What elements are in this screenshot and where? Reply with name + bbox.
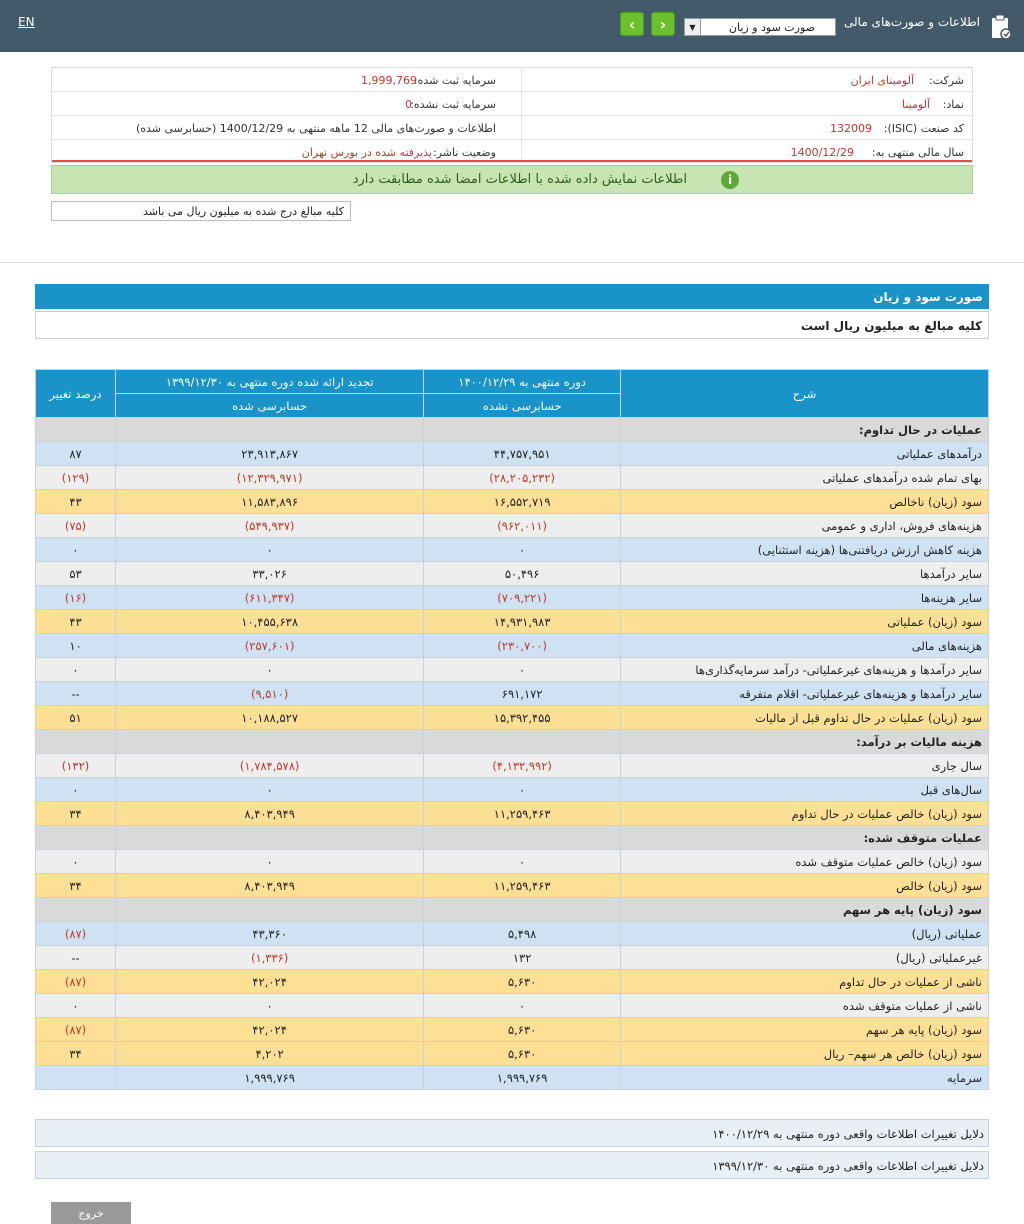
description-cell: سایر هزینه‌ها	[621, 586, 989, 610]
reason-row-previous	[35, 1151, 989, 1179]
col-current-header: دوره منتهی به ۱۴۰۰/۱۲/۲۹	[424, 370, 621, 394]
table-row	[36, 442, 989, 466]
pct-cell: ۳۴	[36, 1042, 116, 1066]
table-body	[36, 418, 989, 1090]
previous-value-cell: ۱,۹۹۹,۷۶۹	[116, 1066, 424, 1090]
info-red-line	[52, 160, 972, 162]
current-value-cell: (۲۳۰,۷۰۰)	[424, 634, 621, 658]
fiscal-label: سال مالی منتهی به:	[871, 146, 964, 159]
current-value-cell: ۱۱,۲۵۹,۴۶۳	[424, 802, 621, 826]
current-value-cell: (۴,۱۳۲,۹۹۲)	[424, 754, 621, 778]
table-row	[36, 1018, 989, 1042]
pct-cell: ۵۱	[36, 706, 116, 730]
pct-cell: (۸۷)	[36, 970, 116, 994]
table-row	[36, 706, 989, 730]
description-cell: غیرعملیاتی (ریال)	[621, 946, 989, 970]
description-cell: سود (زیان) پایه هر سهم	[621, 1018, 989, 1042]
description-cell: سود (زیان) ناخالص	[621, 490, 989, 514]
pct-cell: (۷۵)	[36, 514, 116, 538]
description-cell: سود (زیان) عملیاتی	[621, 610, 989, 634]
section-cur-cell	[424, 730, 621, 754]
section-label: سود (زیان) پایه هر سهم	[621, 898, 989, 922]
table-row	[36, 994, 989, 1018]
previous-value-cell: ۸,۴۰۳,۹۴۹	[116, 874, 424, 898]
next-report-button[interactable]	[651, 12, 675, 36]
description-cell: سایر درآمدها و هزینه‌های غیرعملیاتی- درآمد سرمایه‌گذاری‌ها	[621, 658, 989, 682]
description-cell: سود (زیان) خالص عملیات متوقف شده	[621, 850, 989, 874]
section-title: صورت سود و زیان	[873, 290, 983, 304]
info-row-3	[52, 116, 972, 140]
table-section-row	[36, 898, 989, 922]
current-value-cell: ۵,۴۹۸	[424, 922, 621, 946]
previous-value-cell: ۰	[116, 994, 424, 1018]
current-value-cell: ۰	[424, 994, 621, 1018]
current-value-cell: ۱۳۲	[424, 946, 621, 970]
company-info-box	[51, 67, 973, 163]
previous-value-cell: ۸,۴۰۳,۹۴۹	[116, 802, 424, 826]
section-prev-cell	[116, 418, 424, 442]
info-icon: i	[721, 171, 739, 189]
description-cell: ناشی از عملیات در حال تداوم	[621, 970, 989, 994]
description-cell: عملیاتی (ریال)	[621, 922, 989, 946]
table-row	[36, 1066, 989, 1090]
income-statement-table	[35, 369, 989, 1090]
previous-value-cell: (۹,۵۱۰)	[116, 682, 424, 706]
previous-value-cell: (۱,۳۳۶)	[116, 946, 424, 970]
previous-value-cell: ۲۳,۹۱۳,۸۶۷	[116, 442, 424, 466]
section-header	[35, 284, 989, 309]
section-label: هزینه مالیات بر درآمد:	[621, 730, 989, 754]
previous-value-cell: ۱۰,۱۸۸,۵۲۷	[116, 706, 424, 730]
current-value-cell: ۰	[424, 850, 621, 874]
pct-cell: (۱۳۲)	[36, 754, 116, 778]
description-cell: سرمایه	[621, 1066, 989, 1090]
description-cell: سایر درآمدها	[621, 562, 989, 586]
previous-value-cell: (۱۲,۳۲۹,۹۷۱)	[116, 466, 424, 490]
pct-cell: ۳۴	[36, 874, 116, 898]
previous-value-cell: ۰	[116, 778, 424, 802]
previous-value-cell: (۶۱۱,۳۴۷)	[116, 586, 424, 610]
table-row	[36, 490, 989, 514]
verification-alert	[51, 165, 973, 194]
section-label: عملیات متوقف شده:	[621, 826, 989, 850]
section-prev-cell	[116, 898, 424, 922]
current-value-cell: ۰	[424, 658, 621, 682]
reason-current-text: دلایل تغییرات اطلاعات واقعی دوره منتهی به ۱۴۰۰/۱۲/۲۹	[712, 1127, 984, 1141]
unit-note-box	[51, 201, 351, 221]
dropdown-arrow-icon[interactable]: ▼	[685, 19, 701, 35]
previous-value-cell: (۲۵۷,۶۰۱)	[116, 634, 424, 658]
clipboard-icon	[990, 14, 1012, 40]
section-pct-cell	[36, 898, 116, 922]
table-row	[36, 850, 989, 874]
pct-cell: --	[36, 946, 116, 970]
pct-cell	[36, 1066, 116, 1090]
current-value-cell: ۶۹۱,۱۷۲	[424, 682, 621, 706]
previous-value-cell: ۳۳,۰۲۶	[116, 562, 424, 586]
col-previous-header: تجدید ارائه شده دوره منتهی به ۱۳۹۹/۱۲/۳۰	[116, 370, 424, 394]
description-cell: درآمدهای عملیاتی	[621, 442, 989, 466]
current-value-cell: ۵,۶۳۰	[424, 1042, 621, 1066]
previous-value-cell: ۴,۲۰۲	[116, 1042, 424, 1066]
table-row	[36, 466, 989, 490]
info-row-1	[52, 68, 972, 92]
chevron-right-icon: ›	[659, 14, 667, 34]
pct-cell: ۰	[36, 658, 116, 682]
description-cell: سود (زیان) عملیات در حال تداوم قبل از مالیات	[621, 706, 989, 730]
table-section-row	[36, 826, 989, 850]
current-value-cell: ۵,۶۳۰	[424, 970, 621, 994]
current-value-cell: ۱۵,۳۹۲,۴۵۵	[424, 706, 621, 730]
table-row	[36, 682, 989, 706]
current-value-cell: ۵۰,۴۹۶	[424, 562, 621, 586]
current-value-cell: ۴۴,۷۵۷,۹۵۱	[424, 442, 621, 466]
pct-cell: ۴۳	[36, 490, 116, 514]
current-value-cell: ۱۱,۲۵۹,۴۶۳	[424, 874, 621, 898]
alert-text: اطلاعات نمایش داده شده با اطلاعات امضا شده مطابقت دارد	[352, 172, 687, 187]
pct-cell: (۸۷)	[36, 1018, 116, 1042]
description-cell: سود (زیان) خالص عملیات در حال تداوم	[621, 802, 989, 826]
reg-capital-label: سرمایه ثبت شده:	[413, 74, 496, 87]
description-cell: سود (زیان) خالص هر سهم– ریال	[621, 1042, 989, 1066]
previous-value-cell: ۱۰,۴۵۵,۶۳۸	[116, 610, 424, 634]
description-cell: سایر درآمدها و هزینه‌های غیرعملیاتی- اقلام متفرقه	[621, 682, 989, 706]
previous-value-cell: ۰	[116, 850, 424, 874]
description-cell: هزینه‌های مالی	[621, 634, 989, 658]
table-row	[36, 610, 989, 634]
pct-cell: ۴۳	[36, 610, 116, 634]
section-cur-cell	[424, 418, 621, 442]
pct-cell: ۱۰	[36, 634, 116, 658]
current-value-cell: (۲۸,۲۰۵,۲۳۲)	[424, 466, 621, 490]
publisher-label: وضعیت ناشر:	[433, 146, 496, 159]
table-row	[36, 922, 989, 946]
symbol-label: نماد:	[942, 98, 964, 111]
current-value-cell: ۱۴,۹۳۱,۹۸۳	[424, 610, 621, 634]
table-row	[36, 946, 989, 970]
description-cell: سال‌های قبل	[621, 778, 989, 802]
chevron-left-icon: ‹	[628, 14, 636, 34]
table-row	[36, 562, 989, 586]
section-subtitle: کلیه مبالغ به میلیون ریال است	[800, 319, 982, 333]
section-pct-cell	[36, 826, 116, 850]
section-prev-cell	[116, 826, 424, 850]
current-value-cell: ۱,۹۹۹,۷۶۹	[424, 1066, 621, 1090]
previous-value-cell: ۰	[116, 658, 424, 682]
current-value-cell: ۵,۶۳۰	[424, 1018, 621, 1042]
current-value-cell: ۰	[424, 538, 621, 562]
report-type-select[interactable]	[684, 18, 836, 36]
pct-cell: (۸۷)	[36, 922, 116, 946]
table-row	[36, 634, 989, 658]
previous-value-cell: ۱۱,۵۸۳,۸۹۶	[116, 490, 424, 514]
previous-value-cell: ۰	[116, 538, 424, 562]
current-value-cell: ۰	[424, 778, 621, 802]
current-value-cell: ۱۶,۵۵۲,۷۱۹	[424, 490, 621, 514]
description-cell: ناشی از عملیات متوقف شده	[621, 994, 989, 1018]
company-value: آلومینای ایران	[850, 74, 914, 87]
pct-cell: ۳۴	[36, 802, 116, 826]
table-row	[36, 802, 989, 826]
previous-value-cell: ۴۲,۰۲۴	[116, 1018, 424, 1042]
section-label: عملیات در حال تداوم:	[621, 418, 989, 442]
unreg-capital-label: سرمایه ثبت نشده:	[410, 98, 496, 111]
symbol-value: آلومینا	[902, 98, 930, 111]
report-type-value: صورت سود و زیان	[728, 21, 815, 34]
previous-value-cell: (۵۴۹,۹۳۷)	[116, 514, 424, 538]
current-value-cell: (۷۰۹,۲۲۱)	[424, 586, 621, 610]
isic-value: 132009	[830, 122, 872, 135]
page-title: اطلاعات و صورت‌های مالی	[844, 15, 980, 29]
table-row	[36, 778, 989, 802]
fiscal-value: 1400/12/29	[790, 146, 854, 159]
table-row	[36, 970, 989, 994]
prev-report-button[interactable]	[620, 12, 644, 36]
unit-note: کلیه مبالغ درج شده به میلیون ریال می باشد	[143, 205, 344, 218]
isic-label: کد صنعت (ISIC):	[883, 122, 964, 135]
table-row	[36, 538, 989, 562]
reg-capital-value: 1,999,769	[361, 74, 417, 87]
pct-cell: ۰	[36, 778, 116, 802]
table-row	[36, 658, 989, 682]
pct-cell: --	[36, 682, 116, 706]
pct-cell: ۵۳	[36, 562, 116, 586]
col-desc-header: شرح	[621, 370, 989, 418]
reason-previous-text: دلایل تغییرات اطلاعات واقعی دوره منتهی به ۱۳۹۹/۱۲/۳۰	[712, 1159, 984, 1173]
info-row-2	[52, 92, 972, 116]
col-current-subheader: حسابرسی نشده	[424, 394, 621, 418]
table-row	[36, 586, 989, 610]
section-subheader	[35, 311, 989, 339]
table-row	[36, 754, 989, 778]
section-cur-cell	[424, 898, 621, 922]
unreg-capital-value: 0	[405, 98, 412, 111]
description-cell: بهای تمام شده درآمدهای عملیاتی	[621, 466, 989, 490]
previous-value-cell: ۴۲,۰۲۴	[116, 970, 424, 994]
section-cur-cell	[424, 826, 621, 850]
col-pct-header: درصد تغییر	[36, 370, 116, 418]
pct-cell: (۱۲۹)	[36, 466, 116, 490]
section-prev-cell	[116, 730, 424, 754]
table-row	[36, 1042, 989, 1066]
statements-text: اطلاعات و صورت‌های مالی 12 ماهه منتهی به 1400/12/29 (حسابرسی شده)	[135, 122, 496, 135]
pct-cell: ۸۷	[36, 442, 116, 466]
description-cell: هزینه کاهش ارزش دریافتنی‌ها (هزینه استثنایی)	[621, 538, 989, 562]
section-pct-cell	[36, 418, 116, 442]
company-label: شرکت:	[928, 74, 964, 87]
reason-row-current	[35, 1119, 989, 1147]
table-section-row	[36, 730, 989, 754]
pct-cell: ۰	[36, 994, 116, 1018]
top-bar	[0, 0, 1024, 52]
table-row	[36, 874, 989, 898]
description-cell: سود (زیان) خالص	[621, 874, 989, 898]
table-row	[36, 514, 989, 538]
current-value-cell: (۹۶۲,۰۱۱)	[424, 514, 621, 538]
col-previous-subheader: حسابرسی شده	[116, 394, 424, 418]
publisher-value: پذیرفته شده در بورس تهران	[301, 146, 432, 159]
pct-cell: ۰	[36, 850, 116, 874]
separator	[0, 262, 1024, 263]
description-cell: هزینه‌های فروش، اداری و عمومی	[621, 514, 989, 538]
table-section-row	[36, 418, 989, 442]
pct-cell: ۰	[36, 538, 116, 562]
previous-value-cell: (۱,۷۸۴,۵۷۸)	[116, 754, 424, 778]
section-pct-cell	[36, 730, 116, 754]
previous-value-cell: ۴۳,۳۶۰	[116, 922, 424, 946]
language-link[interactable]: EN	[18, 15, 35, 29]
pct-cell: (۱۶)	[36, 586, 116, 610]
description-cell: سال جاری	[621, 754, 989, 778]
exit-button[interactable]: خروج	[51, 1202, 131, 1224]
